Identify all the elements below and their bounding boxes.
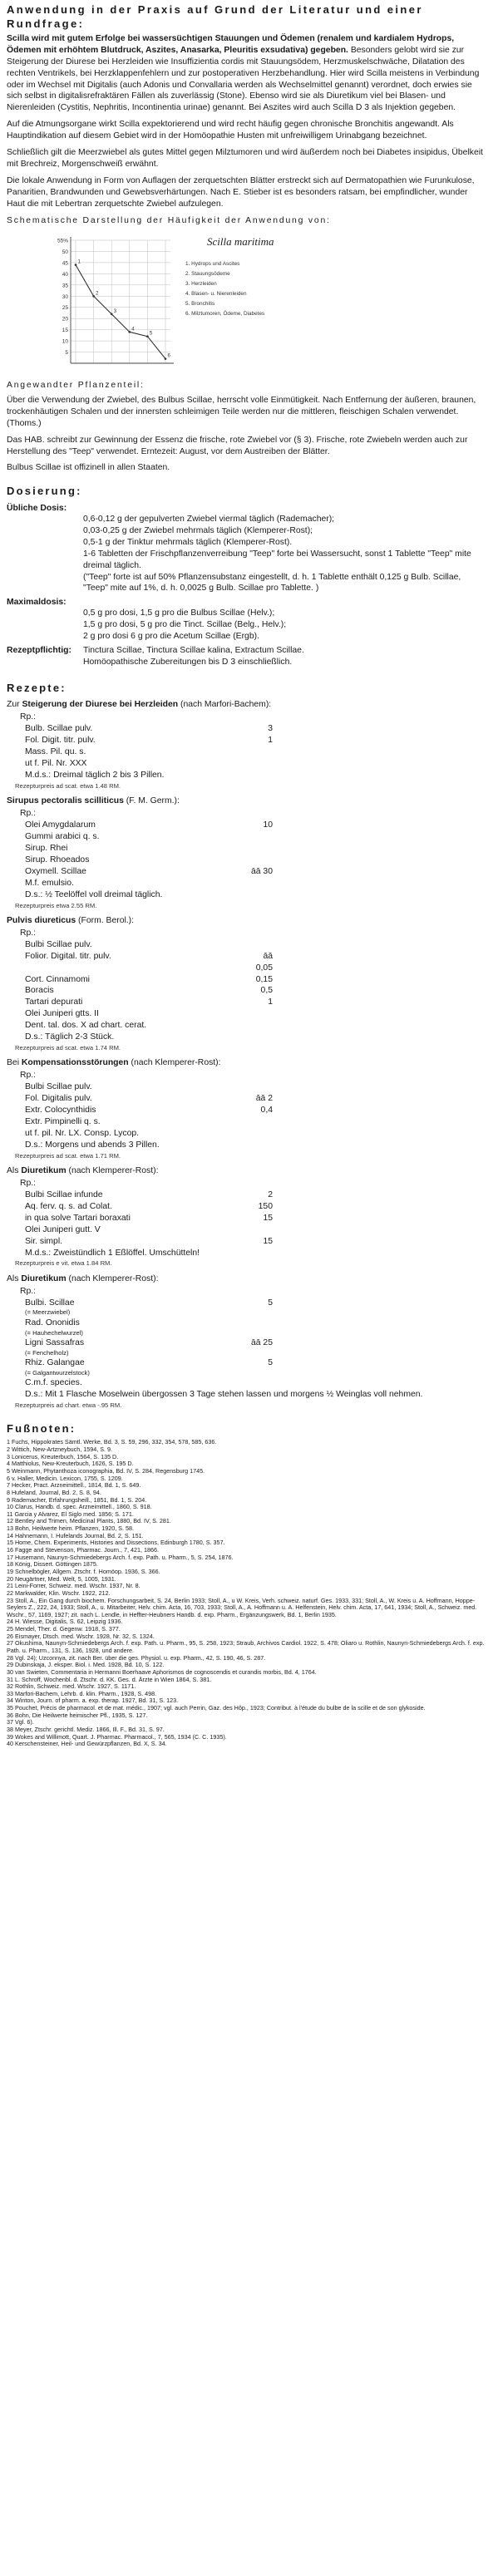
- ingredient-name: Extr. Pimpinelli q. s.: [25, 1116, 101, 1126]
- recipe-ingredient: [25, 855, 486, 866]
- recipe-rp: Rp.:: [20, 809, 37, 819]
- dose-line: 1,5 g pro dosi, 5 g pro die Tinct. Scillae (Belg., Helv.);: [83, 620, 287, 630]
- recipe-title: [7, 1165, 486, 1177]
- ingredient-name: Fol. Digit. titr. pulv.: [25, 736, 96, 746]
- dose-line: 0,03-0,25 g der Zwiebel mehrmals täglich (Klemperer-Rost);: [83, 525, 313, 535]
- recipe-ingredient: [25, 1318, 486, 1329]
- ingredient-name: M.f. emulsio.: [25, 878, 74, 888]
- ingredient-name: Cort. Cinnamomi: [25, 974, 90, 984]
- recipe-ingredient: [25, 1298, 486, 1309]
- footnote: 1 Fuchs, Hippokrates Sämtl. Werke, Bd. 3, S. 59, 296, 332, 354, 578, 585, 636.: [7, 1438, 217, 1446]
- recipe-title-bold: Steigerung der Diurese bei Herzleiden: [22, 700, 179, 710]
- footnote: 15 Home, Chem. Experiments, Histories and Dissections, Edinburgh 1780, S. 357.: [7, 1539, 225, 1547]
- ingredient-name: (= Fenchelholz): [25, 1348, 69, 1357]
- dose-label: Übliche Dosis:: [7, 503, 67, 513]
- dose-line: Tinctura Scillae, Tinctura Scillae kalina, Extractum Scillae.: [83, 646, 304, 656]
- recipe-ingredient: [25, 1189, 486, 1201]
- dose-line: 0,6-0,12 g der gepulverten Zwiebel viermal täglich (Rademacher);: [83, 514, 335, 524]
- footnote: 2 Wittich, New-Artzneybuch, 1594, S. 9.: [7, 1446, 113, 1454]
- footnote: 10 Clarus, Handb. d. spec. Arzneimittell., 1860, S. 918.: [7, 1503, 152, 1511]
- ingredient-name: Olei Juniperi gutt. V: [25, 1224, 101, 1234]
- legend-entry: 3. Herzleiden: [185, 280, 217, 287]
- dosage-heading: Dosierung:: [7, 485, 82, 498]
- dose-line: Homöopathische Zubereitungen bis D 3 einschließlich.: [83, 658, 293, 667]
- recipe-ingredient: [25, 1236, 486, 1248]
- footnote: 3 Lonicerus, Kreuterbuch, 1564, S. 135 D.: [7, 1452, 119, 1460]
- footnote: 31 L. Schroff, Wochenbl. d. Ztschr. d. KK. Ges. d. Ärzte in Wien 1864, S. 381.: [7, 1675, 212, 1683]
- footnote: 11 Garcia y Alvarez, El Siglo med. 1856; S. 171.: [7, 1510, 134, 1518]
- recipe-ingredient: [25, 831, 486, 843]
- ingredient-amount: [206, 831, 273, 843]
- recipe: [7, 699, 486, 791]
- plant-paragraph-3: Bulbus Scillae ist offizinell in allen Staaten.: [7, 463, 170, 473]
- footnotes-heading: Fußnoten:: [7, 1422, 76, 1435]
- footnote: 32 Rothlin, Schweiz. med. Wschr. 1927, S. 1171.: [7, 1682, 136, 1691]
- recipe-ingredient: [25, 1308, 486, 1317]
- ingredient-amount: [206, 1308, 273, 1317]
- recipe-instruction: D.s.: Mit 1 Flasche Moselwein übergossen 3 Tage stehen lassen und morgens ½ Weinglas voll nehmen.: [25, 1389, 423, 1399]
- ingredient-amount: āā 2: [255, 1094, 273, 1104]
- ingredient-name: in qua solve Tartari boraxati: [25, 1213, 131, 1223]
- recipe-title-pre: Als: [7, 1273, 22, 1283]
- recipe-ingredient: [25, 746, 486, 758]
- y-tick-label: 5: [65, 349, 68, 356]
- ingredient-amount: 150: [258, 1201, 273, 1211]
- ingredient-name: Extr. Colocynthidis: [25, 1106, 96, 1116]
- recipe-ingredient: [25, 1329, 486, 1337]
- ingredient-name: Ligni Sassafras: [25, 1337, 85, 1347]
- recipe-instruction: D.s.: Morgens und abends 3 Pillen.: [25, 1140, 160, 1150]
- recipe-ingredient: [25, 963, 486, 974]
- ingredient-name: Dent. tal. dos. X ad chart. cerat.: [25, 1021, 147, 1031]
- recipe-price: Rezepturpreis ad chart. etwa -.95 RM.: [15, 1401, 122, 1409]
- footnote: 20 Neugärtner, Med. Welt, 5, 1005, 1931.: [7, 1574, 116, 1583]
- chart-caption: Schematische Darstellung der Häufigkeit der Anwendung von:: [7, 215, 331, 225]
- recipe-ingredient: [25, 1008, 486, 1020]
- recipe-instruction: M.d.s.: Dreimal täglich 2 bis 3 Pillen.: [25, 771, 165, 781]
- ingredient-amount: 15: [263, 1213, 273, 1223]
- ingredient-amount: 10: [263, 820, 273, 830]
- ingredient-amount: [206, 1369, 273, 1377]
- footnote: 35 Pouchet, Précis de pharmacol. et de mat. médic., 1907; vgl. auch Perrin, Gaz. des Hôp., 1923; Contribut. à l'étude du bulbe de la scille et de son glykoside.: [7, 1704, 426, 1712]
- page-title: Anwendung in der Praxis auf Grund der Literatur und einer Rundfrage:: [7, 3, 423, 30]
- ingredient-name: Bulb. Scillae pulv.: [25, 724, 93, 734]
- ingredient-amount: [206, 1116, 273, 1128]
- recipe-ingredient: [25, 1081, 486, 1093]
- footnote: 27 Okushima, Naunyn-Schmiedebergs Arch. f. exp. Path. u. Pharm., 95, S. 258, 1923; Straub, Archivos Cardiol. 1922, S. 478; Oliaro u. Rothlin, Naunyn-Schmiedebergs Arch. f. exp. Path. u. Pharm., 131, S. 136, 1928, und andere.: [7, 1639, 485, 1654]
- recipe-title-post: (nach Klemperer-Rost):: [128, 1058, 221, 1068]
- footnote: 18 König, Dissert. Göttingen 1875.: [7, 1560, 98, 1569]
- ingredient-name: Sir. simpl.: [25, 1236, 63, 1246]
- dose-line: ("Teep" forte ist auf 50% Pflanzensubstanz eingestellt, d. h. 1 Tablette enthält 0,125 g Bulb. Scillae,: [83, 572, 461, 582]
- ingredient-amount: 0,05: [255, 963, 273, 973]
- point-label: 1: [77, 259, 81, 265]
- frequency-chart: [52, 230, 327, 372]
- recipe-ingredient: [25, 1201, 486, 1213]
- dose-line: [83, 597, 486, 608]
- recipe-rp: Rp.:: [20, 712, 37, 722]
- ingredient-amount: [206, 1349, 273, 1357]
- recipe-ingredient: [25, 939, 486, 951]
- ingredient-amount: 2: [268, 1189, 273, 1199]
- point-label: 2: [96, 291, 99, 297]
- recipe-title-bold: Pulvis diureticus: [7, 915, 76, 925]
- point-label: 6: [167, 353, 170, 359]
- legend-entry: 6. Milztumoren, Ödeme, Diabetes: [185, 310, 265, 317]
- footnote: 21 Leini-Forrer, Schweiz. med. Wschr. 1937, Nr. 8.: [7, 1582, 141, 1590]
- ingredient-amount: 3: [268, 724, 273, 734]
- intro-bold-text: Scilla wird mit gutem Erfolge bei wassersüchtigen Stauungen und Ödemen (renalem und kardialem Hydrops, Ödemen mit erhöhtem Blutdruck, Aszites, Anasarka, Pleuritis exsudativa) gegeben.: [7, 33, 455, 55]
- ingredient-amount: 1: [268, 997, 273, 1007]
- dose-line: 0,5 g pro dosi, 1,5 g pro die Bulbus Scillae (Helv.);: [83, 608, 275, 618]
- recipe-ingredient: [25, 1369, 486, 1377]
- ingredient-amount: āā: [263, 951, 273, 961]
- legend-entry: 4. Blasen- u. Nierenleiden: [185, 290, 247, 297]
- ingredient-amount: 0,5: [260, 986, 273, 996]
- ingredient-amount: [206, 855, 273, 866]
- y-tick-label: 30: [62, 293, 68, 300]
- spleen-paragraph: Schließlich gilt die Meerzwiebel als gutes Mittel gegen Milztumoren und wird äußerdem noch bei Diabetes insipidus, Übelkeit mit Brechreiz, Morgenschweiß erwähnt.: [7, 148, 483, 170]
- footnote: 26 Eismayer, Dtsch. med. Wschr. 1928, Nr. 32, S. 1324.: [7, 1632, 155, 1640]
- dose-line: 0,5-1 g der Tinktur mehrmals täglich (Klemperer-Rost).: [83, 537, 293, 547]
- ingredient-amount: [206, 843, 273, 855]
- ingredient-name: Sirup. Rhoeados: [25, 855, 90, 864]
- y-tick-label: 40: [62, 271, 68, 278]
- ingredient-amount: [206, 1318, 273, 1329]
- local-application-paragraph: Die lokale Anwendung in Form von Auflagen der zerquetschten Blätter erstreckt sich auf Dermatopathien wie Furunkulose, Panaritien, Brandwunden und Gewebsverhärtungen. Nach E. Stieber ist es besonders ratsam, bei empfindlicher, wunder Haut die mit Lebertran zerquetschte Zwiebel aufzulegen.: [7, 176, 475, 209]
- recipe-title-post: (nach Marfori-Bachem):: [178, 700, 272, 710]
- recipe-ingredient: [25, 951, 486, 963]
- recipe-rp: Rp.:: [20, 928, 37, 938]
- recipe-instruction: D.s.: ½ Teelöffel voll dreimal täglich.: [25, 889, 163, 899]
- ingredient-name: (= Galgantwurzelstock): [25, 1368, 90, 1377]
- footnote: 38 Meyer, Ztschr. gerichtl. Mediz. 1866, Ill. F., Bd. 31, S. 97.: [7, 1726, 165, 1734]
- y-tick-label: 50: [62, 249, 68, 255]
- ingredient-name: Oxymell. Scillae: [25, 866, 86, 876]
- ingredient-name: Bulbi. Scillae: [25, 1298, 75, 1308]
- ingredient-amount: āā 30: [250, 866, 273, 876]
- point-label: 4: [131, 327, 135, 332]
- recipe-rp: Rp.:: [20, 1286, 37, 1296]
- plant-paragraph-2: Das HAB. schreibt zur Gewinnung der Essenz die frische, rote Zwiebel vor (§ 3). Frische, rote Zwiebeln werden auch zur Herstellung des "Teep" verwendet. Erntezeit: August, vor dem Austreiben der Blätter.: [7, 435, 468, 456]
- recipe-title-post: (F. M. Germ.):: [123, 796, 180, 806]
- ingredient-amount: 5: [268, 1298, 273, 1308]
- recipe-title-bold: Diuretikum: [21, 1165, 67, 1175]
- ingredient-name: ut f. pil. Nr. LX. Consp. Lycop.: [25, 1128, 140, 1138]
- ingredient-name: Bulbi Scillae pulv.: [25, 1082, 92, 1092]
- dose-values: [83, 645, 486, 671]
- plant-paragraph-1: Über die Verwendung der Zwiebel, des Bulbus Scillae, herrscht volle Einmütigkeit. Nach Entfernung der äußeren, braunen, trockenhäutigen Schalen und der innersten schleimigen Teile werden nur die mittleren, fleischigen Schalen verwendet. (Thoms.): [7, 395, 476, 428]
- ingredient-name: (= Meerzwiebel): [25, 1308, 71, 1317]
- data-point: [165, 357, 167, 360]
- ingredient-amount: 0,4: [260, 1106, 273, 1116]
- y-tick-label: 15: [62, 327, 68, 333]
- ingredient-amount: [206, 1020, 273, 1032]
- footnote: 6 v. Haller, Medicin. Lexicon, 1755, S. 1209.: [7, 1474, 123, 1482]
- y-tick-label: 10: [62, 338, 68, 345]
- ingredient-name: Olei Amygdalarum: [25, 820, 96, 830]
- footnote: 22 Markwalder, Klin. Wschr. 1922, 212.: [7, 1588, 111, 1597]
- footnotes-list: [7, 1439, 486, 1748]
- ingredient-amount: [206, 1081, 273, 1093]
- footnote: 29 Dubinskaja, J. eksper. Biol. i. Med. 1928, Bd. 10, S. 122.: [7, 1661, 165, 1669]
- footnote: 37 Vgl. 6).: [7, 1718, 34, 1726]
- ingredient-amount: 0,15: [255, 974, 273, 984]
- recipe-ingredient: [25, 974, 486, 986]
- footnote: 8 Hufeland, Journal, Bd. 2, S. 8, 94.: [7, 1488, 101, 1496]
- dose-label: Rezeptpflichtig:: [7, 646, 71, 656]
- recipe-ingredient: [25, 1224, 486, 1236]
- recipe-title-pre: Bei: [7, 1058, 22, 1068]
- ingredient-amount: [206, 758, 273, 770]
- ingredient-name: Bulbi Scillae pulv.: [25, 939, 92, 949]
- footnote: 9 Rademacher, Erfahrungsheill., 1851, Bd. 1, S. 204.: [7, 1495, 147, 1504]
- ingredient-name: Olei Juniperi gtts. II: [25, 1009, 99, 1019]
- recipe-title-bold: Kompensationsstörungen: [21, 1058, 129, 1068]
- y-tick-label: 45: [62, 260, 68, 267]
- footnote: 25 Mendel, Ther. d. Gegenw. 1918, S. 377.: [7, 1625, 121, 1633]
- recipe-ingredient: [25, 1213, 486, 1224]
- recipe: [7, 1273, 486, 1410]
- footnote: 36 Bohn, Die Heilwerte heimischer Pfl., 1935, S. 127.: [7, 1711, 148, 1719]
- recipe-title-post: (nach Klemperer-Rost):: [66, 1165, 159, 1175]
- recipe-ingredient: [25, 1337, 486, 1349]
- dose-row: [7, 503, 486, 598]
- recipe-price: Rezepturpreis ad scat. etwa 1.71 RM.: [15, 1151, 121, 1160]
- dose-row: [7, 645, 486, 671]
- recipe-ingredient: [25, 723, 486, 735]
- recipe-title-pre: Zur: [7, 700, 22, 710]
- footnote: 16 Fagge and Stevenson, Pharmac. Journ., 7, 421, 1866.: [7, 1546, 160, 1554]
- footnote: 5 Weinmann, Phytanthoza iconographia, Bd. IV, S. 284, Regensburg 1745.: [7, 1466, 205, 1475]
- footnote: 14 Hahnemann, I. Hufelands Journal, Bd. 2, S. 151.: [7, 1531, 144, 1539]
- footnote: 17 Husemann, Naunyn-Schmiedebergs Arch. f. exp. Path. u. Pharm., 5, S. 254, 1876.: [7, 1553, 234, 1561]
- recipe-ingredient: [25, 1128, 486, 1140]
- recipe-ingredient: [25, 1357, 486, 1369]
- dosage-table: [7, 503, 486, 671]
- dose-values: [83, 597, 486, 645]
- recipe-price: Rezepturpreis ad scat. etwa 1.74 RM.: [15, 1044, 121, 1052]
- ingredient-amount: 15: [263, 1236, 273, 1246]
- data-point: [111, 313, 113, 315]
- ingredient-amount: [206, 746, 273, 758]
- dose-line: 1-6 Tabletten der Frischpflanzenverreibung "Teep" forte bei Wassersucht, sonst 1 Tablette "Teep" mite dreimal täglich.: [83, 549, 471, 570]
- dose-row: [7, 597, 486, 645]
- respiratory-paragraph: Auf die Atmungsorgane wirkt Scilla expektorierend und wird recht häufig gegen chronische Bronchitis angewandt. Als Hauptindikation auf diesem Gebiet wird in der Homöopathie Husten mit unfreiwilligem Urinabgang bezeichnet.: [7, 120, 454, 141]
- ingredient-amount: [206, 878, 273, 889]
- recipe-ingredient: [25, 1020, 486, 1032]
- ingredient-amount: 5: [268, 1357, 273, 1367]
- recipe-price: Rezepturpreis etwa 2.55 RM.: [15, 901, 97, 909]
- recipe-ingredient: [25, 1377, 486, 1389]
- recipe-price: Rezepturpreis ad scat. etwa 1.48 RM.: [15, 782, 121, 791]
- footnote: 24 H. Wiesse, Digitalis, S. 62, Leipzig 1936.: [7, 1618, 123, 1626]
- chart-title: Scilla maritima: [207, 234, 274, 248]
- footnote: 40 Kerschensteiner, Heil- und Gewürzpflanzen, Bd. X, S. 34.: [7, 1740, 167, 1748]
- recipe: [7, 1165, 486, 1268]
- footnote: 4 Matthiolus, New-Kreuterbuch, 1626, S. 195 D.: [7, 1460, 134, 1468]
- dose-line: [83, 503, 486, 514]
- footnote: 19 Schnelbögler, Allgem. Ztschr. f. Homöop. 1936, S. 366.: [7, 1567, 160, 1575]
- legend-entry: 2. Stauungsödeme: [185, 270, 230, 277]
- intro-rest-text: Besonders gelobt wird sie zur Steigerung der Diurese bei Herzleiden wie Insuffizientia cordis mit Stauungsödem, Herzmuskelschwäche, Dilatation des rechten Ventrikels, bei Herzklappenfehlern und zur postoperativen Herzbehandlung. Hier wird Scilla meistens in Verbindung oder im Wechsel mit Digitalis (auch Adonis und Convallaria werden als Wechselmittel genannt) verordnet, doch erwies sie sich selbst in digitalisrefraktären Fällen als zuverlässig (Stone). Ebenso wird sie als Diuretikum viel bei Blasen- und Nierenleiden (Cystitis, Nephritis, Incontinentia urinae) genannt. Bei Aszites wird auch Scilla D 3 als Injektion gegeben.: [7, 45, 480, 113]
- recipe: [7, 795, 486, 910]
- ingredient-name: Folior. Digital. titr. pulv.: [25, 951, 111, 961]
- y-tick-label: 35: [62, 283, 68, 289]
- recipe-ingredient: [25, 997, 486, 1008]
- footnote: 28 Vgl. 24); Uzconnya, zit. nach Ber. über die ges. Physiol. u. exp. Pharm., 42, S. 190, 46, S. 287.: [7, 1653, 266, 1662]
- recipe-title-pre: Als: [7, 1165, 22, 1175]
- intro-paragraph: [7, 33, 486, 115]
- legend-entry: 5. Bronchitis: [185, 300, 215, 307]
- recipe-title-bold: Diuretikum: [21, 1273, 67, 1283]
- ingredient-name: ut f. Pil. Nr. XXX: [25, 759, 87, 769]
- recipe-price: Rezepturpreis e vit. etwa 1.84 RM.: [15, 1259, 112, 1268]
- recipe-ingredient: [25, 735, 486, 746]
- ingredient-name: Gummi arabici q. s.: [25, 832, 100, 842]
- ingredient-name: Fol. Digitalis pulv.: [25, 1094, 92, 1104]
- ingredient-name: Boracis: [25, 986, 54, 996]
- recipe-instruction: D.s.: Täglich 2-3 Stück.: [25, 1032, 115, 1042]
- chart-svg: [52, 230, 327, 372]
- recipe-title-bold: Sirupus pectoralis scilliticus: [7, 796, 124, 806]
- y-tick-label: 25: [62, 305, 68, 312]
- recipe-instruction: M.d.s.: Zweistündlich 1 Eßlöffel. Umschütteln!: [25, 1248, 200, 1258]
- ingredient-amount: [206, 1008, 273, 1020]
- ingredient-amount: 1: [268, 736, 273, 746]
- ingredient-name: Mass. Pil. qu. s.: [25, 747, 86, 757]
- recipe-rp: Rp.:: [20, 1178, 37, 1188]
- point-label: 3: [113, 308, 117, 314]
- ingredient-name: [25, 963, 206, 974]
- ingredient-name: Sirup. Rhei: [25, 843, 68, 853]
- ingredient-name: Rhiz. Galangae: [25, 1357, 85, 1367]
- ingredient-amount: [206, 1128, 273, 1140]
- y-tick-label: 55%: [57, 238, 68, 244]
- ingredient-name: C.m.f. species.: [25, 1377, 82, 1387]
- data-point: [92, 295, 95, 298]
- ingredient-amount: āā 25: [250, 1337, 273, 1347]
- recipe-title: [7, 795, 486, 807]
- ingredient-amount: [206, 1377, 273, 1389]
- recipe-ingredient: [25, 1116, 486, 1128]
- recipe-ingredient: [25, 843, 486, 855]
- dose-label: Maximaldosis:: [7, 598, 67, 608]
- dose-line: "Teep" mite auf 1%, d. h. 0,0025 g Bulb. Scillae pro Tablette. ): [83, 584, 319, 594]
- recipe-title: [7, 699, 486, 711]
- ingredient-name: (= Hauhechelwurzel): [25, 1328, 83, 1337]
- recipe: [7, 915, 486, 1052]
- recipe: [7, 1057, 486, 1160]
- recipe-ingredient: [25, 1105, 486, 1116]
- ingredient-name: Aq. ferv. q. s. ad Colat.: [25, 1201, 112, 1211]
- recipe-ingredient: [25, 985, 486, 997]
- footnote: 30 van Swieten, Commentaria in Hermanni Boerhaave Aphorismos de cognoscendis et curandis morbis, Bd. 4, 1764.: [7, 1667, 317, 1676]
- footnote: 7 Hecker, Pract. Arzneimittell., 1814, Bd. 1, S. 649.: [7, 1481, 141, 1490]
- recipe-title: [7, 915, 486, 927]
- dose-line: 2 g pro dosi 6 g pro die Acetum Scillae (Ergb).: [83, 632, 259, 642]
- footnote: 13 Bohn, Heilwerte heim. Pflanzen, 1920, S. 58.: [7, 1524, 135, 1533]
- footnote: 12 Bentley and Trimen, Medicinal Plants, 1880, Bd. IV, S. 281.: [7, 1517, 171, 1525]
- data-point: [146, 335, 149, 337]
- recipes-heading: Rezepte:: [7, 682, 67, 695]
- recipe-title: [7, 1273, 486, 1285]
- y-tick-label: 20: [62, 316, 68, 323]
- recipe-ingredient: [25, 758, 486, 770]
- ingredient-amount: [206, 1224, 273, 1236]
- point-label: 5: [149, 331, 153, 337]
- recipe-ingredient: [25, 866, 486, 878]
- recipe-ingredient: [25, 878, 486, 889]
- recipe-title: [7, 1057, 486, 1069]
- data-point: [75, 264, 77, 266]
- recipe-ingredient: [25, 1093, 486, 1105]
- ingredient-name: Tartari depurati: [25, 997, 83, 1007]
- recipe-title-post: (Form. Berol.):: [76, 915, 135, 925]
- ingredient-amount: [206, 939, 273, 951]
- recipe-ingredient: [25, 1349, 486, 1357]
- recipe-ingredient: [25, 820, 486, 831]
- ingredient-name: Rad. Ononidis: [25, 1318, 80, 1327]
- plant-part-heading: Angewandter Pflanzenteil:: [7, 380, 145, 390]
- recipe-title-post: (nach Klemperer-Rost):: [66, 1273, 159, 1283]
- footnote: 39 Wokes and Willimott, Quart. J. Pharmac. Pharmacol., 7, 565, 1934 (C. C. 1935).: [7, 1732, 227, 1741]
- dose-values: [83, 503, 486, 598]
- recipe-rp: Rp.:: [20, 1071, 37, 1081]
- recipes-list: [7, 699, 486, 1410]
- footnote: 33 Marfori-Bachem, Lehrb. d. klin. Pharm., 1928, S. 498.: [7, 1689, 157, 1697]
- footnote: 34 Winton, Journ. of pharm. a. exp. therap. 1927, Bd. 31, S. 123.: [7, 1697, 179, 1705]
- ingredient-amount: [206, 1329, 273, 1337]
- data-point: [129, 331, 131, 333]
- footnote: 23 Stoll, A., Ein Gang durch biochem. Forschungsarbeit, S. 24, Berlin 1933; Stoll, A., u W. Kreis, Verh. schweiz. naturf. Ges. 1933, 331; Stoll, A., W. Kreis u. A. Hoffmann, Hoppe-Seylers Z., 222, 24, 1933; Stoll, A., u. Mitarbeiter, Helv. chim. Acta, 16, 703, 1933; Stoll, A., A. Hoffmann u. A. Helfenstein, Helv. chim. Acta, 17, 641, 1934; Stoll, A., Schweiz. med. Wschr., 57, 1169, 1927; zit. nach L. Lendle, in Heffter-Heubners Handb. d. exp. Pharm., Ergänzungswerk, Bd. 1, Berlin 1935.: [7, 1596, 477, 1618]
- legend-entry: 1. Hydrops und Ascites: [185, 260, 240, 267]
- ingredient-name: Bulbi Scillae infunde: [25, 1189, 103, 1199]
- series-line: [76, 264, 165, 358]
